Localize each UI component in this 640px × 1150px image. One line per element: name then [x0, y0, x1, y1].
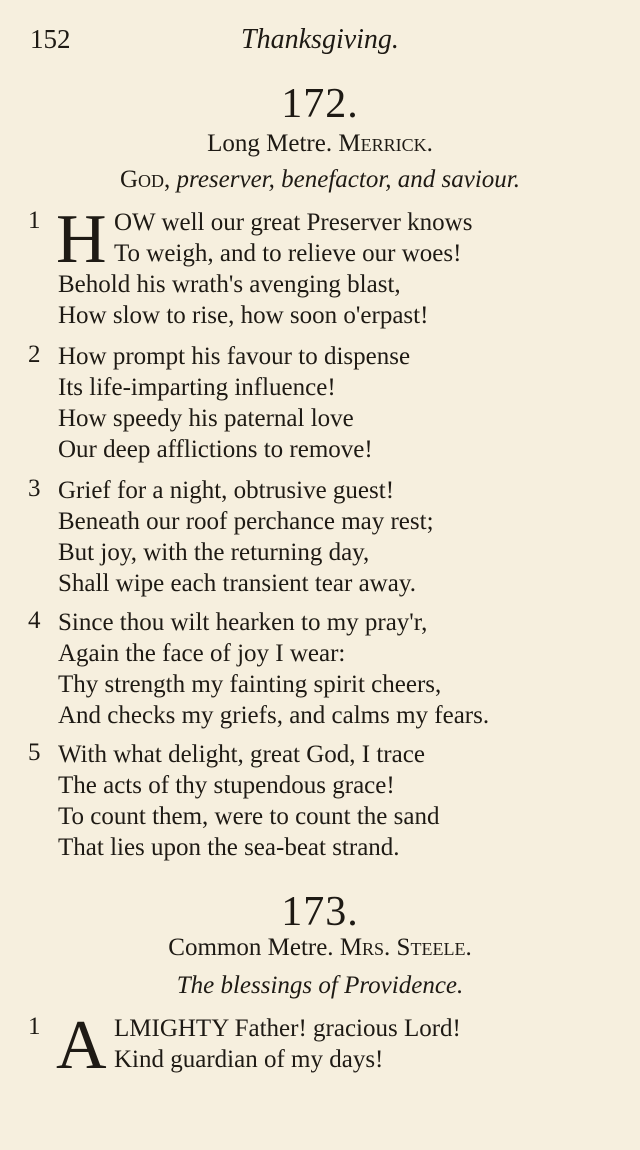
verse-number: 5	[28, 739, 41, 766]
hymn-metre	[0, 934, 640, 962]
verse-lines	[58, 341, 630, 465]
verse-line: How prompt his favour to dispense	[58, 343, 411, 370]
hymn-subject: The blessings of Providence.	[176, 972, 464, 999]
verse-line: Since thou wilt hearken to my pray'r,	[58, 609, 428, 636]
verse-line: Grief for a night, obtrusive guest!	[58, 477, 395, 504]
verse-line: The acts of thy stupendous grace!	[58, 772, 395, 799]
verse-line: Kind guardian of my days!	[114, 1046, 384, 1073]
verse-line: Shall wipe each transient tear away.	[58, 570, 416, 597]
page-number: 152	[30, 24, 71, 54]
verse-lines	[58, 607, 630, 731]
verse-line: And checks my griefs, and calms my fears.	[58, 702, 490, 729]
verse-line: How speedy his paternal love	[58, 405, 354, 432]
page-header	[30, 24, 610, 64]
verse-lines	[58, 739, 630, 863]
hymn-number: 173.	[281, 889, 359, 935]
verse-line: To count them, were to count the sand	[58, 803, 440, 830]
verse-line: How slow to rise, how soon o'erpast!	[58, 302, 429, 329]
verse-number: 1	[28, 1013, 41, 1040]
verse-line: With what delight, great God, I trace	[58, 741, 425, 768]
subject-lead: God,	[119, 166, 171, 193]
subject-text: preserver, benefactor, and saviour.	[176, 166, 521, 193]
drop-cap: H	[56, 201, 107, 278]
drop-cap: A	[56, 1007, 107, 1084]
verse-number: 4	[28, 607, 41, 634]
verse-line: LMIGHTY Father! gracious Lord!	[114, 1015, 461, 1042]
verse-lines	[56, 1007, 630, 1084]
verse-lines	[56, 201, 630, 331]
verse-line: Our deep afflictions to remove!	[58, 436, 373, 463]
verse-line: Its life-imparting influence!	[58, 374, 336, 401]
verse-number: 2	[28, 341, 41, 368]
verse-line: Again the face of joy I wear:	[58, 640, 346, 667]
hymn-author: Mrs. Steele.	[339, 934, 472, 961]
metre-label: Long Metre.	[207, 130, 333, 157]
verse-line: That lies upon the sea-beat strand.	[58, 834, 400, 861]
verse-number: 3	[28, 475, 41, 502]
hymn-subject	[0, 166, 640, 194]
verse-line: OW well our great Preserver knows	[114, 209, 473, 236]
verse-line: Thy strength my fainting spirit cheers,	[58, 671, 442, 698]
verse-number: 1	[28, 207, 41, 234]
running-title: Thanksgiving.	[241, 24, 399, 55]
hymn-author: Merrick.	[338, 130, 433, 157]
verse-line: Beneath our roof perchance may rest;	[58, 508, 434, 535]
hymn-metre	[0, 130, 640, 158]
verse-line: Behold his wrath's avenging blast,	[58, 271, 401, 298]
verse-line: But joy, with the returning day,	[58, 539, 370, 566]
hymn-number: 172.	[281, 81, 359, 127]
verse-lines	[58, 475, 630, 599]
verse-line: To weigh, and to relieve our woes!	[114, 240, 462, 267]
metre-label: Common Metre.	[168, 934, 334, 961]
